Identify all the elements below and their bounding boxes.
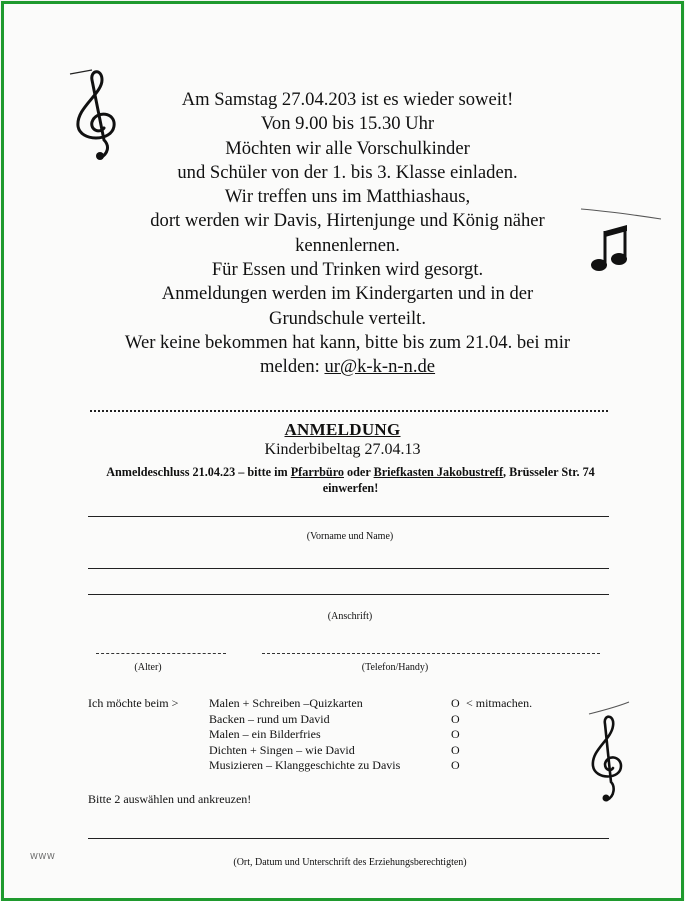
stamp-text: WWW <box>30 852 56 861</box>
option-checkbox[interactable]: O <box>451 696 460 710</box>
intro-line: und Schüler von der 1. bis 3. Klasse einladen. <box>177 161 518 183</box>
option-item: Malen + Schreiben –Quizkarten <box>209 696 363 710</box>
option-item: Musizieren – Klanggeschichte zu Davis <box>209 758 401 773</box>
email-link[interactable]: ur@k-k-n-n.de <box>324 356 436 378</box>
address-field-line[interactable] <box>88 594 609 595</box>
option-checkbox[interactable]: O <box>451 758 460 773</box>
age-caption: (Alter) <box>134 662 162 673</box>
option-checkboxes <box>451 696 460 774</box>
option-item: Backen – rund um David <box>209 711 330 726</box>
deadline-text: oder <box>344 465 374 479</box>
signature-field-line[interactable] <box>88 838 609 839</box>
intro-last-line <box>60 355 635 379</box>
intro-line: Von 9.00 bis 15.30 Uhr <box>260 113 435 135</box>
signature-caption: (Ort, Datum und Unterschrift des Erziehungsberechtigten) <box>233 857 467 868</box>
name-field-line[interactable] <box>88 516 609 517</box>
option-checkbox[interactable]: O <box>451 727 460 742</box>
invitation-text <box>60 88 635 380</box>
choice-label: Ich möchte beim > <box>88 696 179 710</box>
option-item: Dichten + Singen – wie David <box>209 742 355 757</box>
intro-line: dort werden wir Davis, Hirtenjunge und König näher <box>150 210 545 232</box>
deadline-text: , Brüsseler Str. 74 einwerfen! <box>322 465 595 495</box>
intro-line: Wer keine bekommen hat kann, bitte bis zum 21.04. bei mir <box>124 331 571 353</box>
cut-line <box>90 410 608 412</box>
intro-line: Wir treffen uns im Matthiashaus, <box>224 186 471 208</box>
address-caption: (Anschrift) <box>327 611 373 622</box>
intro-line: Möchten wir alle Vorschulkinder <box>225 137 470 159</box>
registration-title: ANMELDUNG <box>284 420 401 439</box>
deadline-place-2: Briefkasten Jakobustreff <box>373 465 504 479</box>
deadline-text: Anmeldeschluss 21.04.23 – bitte im <box>106 465 291 479</box>
selection-hint: Bitte 2 auswählen und ankreuzen! <box>88 792 252 806</box>
intro-prefix: melden: <box>259 356 325 378</box>
treble-clef-icon <box>585 700 635 810</box>
option-item: Malen – ein Bilderfries <box>209 727 321 742</box>
intro-line: Für Essen und Trinken wird gesorgt. <box>211 259 484 281</box>
option-checkbox[interactable]: O <box>451 742 460 757</box>
intro-line: kennenlernen. <box>295 234 400 256</box>
registration-subtitle: Kinderbibeltag 27.04.13 <box>264 441 421 458</box>
deadline-place-1: Pfarrbüro <box>290 465 344 479</box>
options-list <box>209 696 400 774</box>
registration-deadline <box>88 464 613 496</box>
intro-line: Grundschule verteilt. <box>269 307 426 329</box>
address-field-line[interactable] <box>88 568 609 569</box>
phone-caption: (Telefon/Handy) <box>361 662 429 673</box>
intro-line: Am Samstag 27.04.203 ist es wieder soweit! <box>181 89 514 110</box>
option-checkbox[interactable]: O <box>451 711 460 726</box>
phone-field-line[interactable] <box>262 653 600 654</box>
age-field-line[interactable] <box>96 653 226 654</box>
join-suffix: < mitmachen. <box>466 696 533 710</box>
name-caption: (Vorname und Name) <box>306 531 394 542</box>
intro-line: Anmeldungen werden im Kindergarten und in der <box>161 283 534 305</box>
